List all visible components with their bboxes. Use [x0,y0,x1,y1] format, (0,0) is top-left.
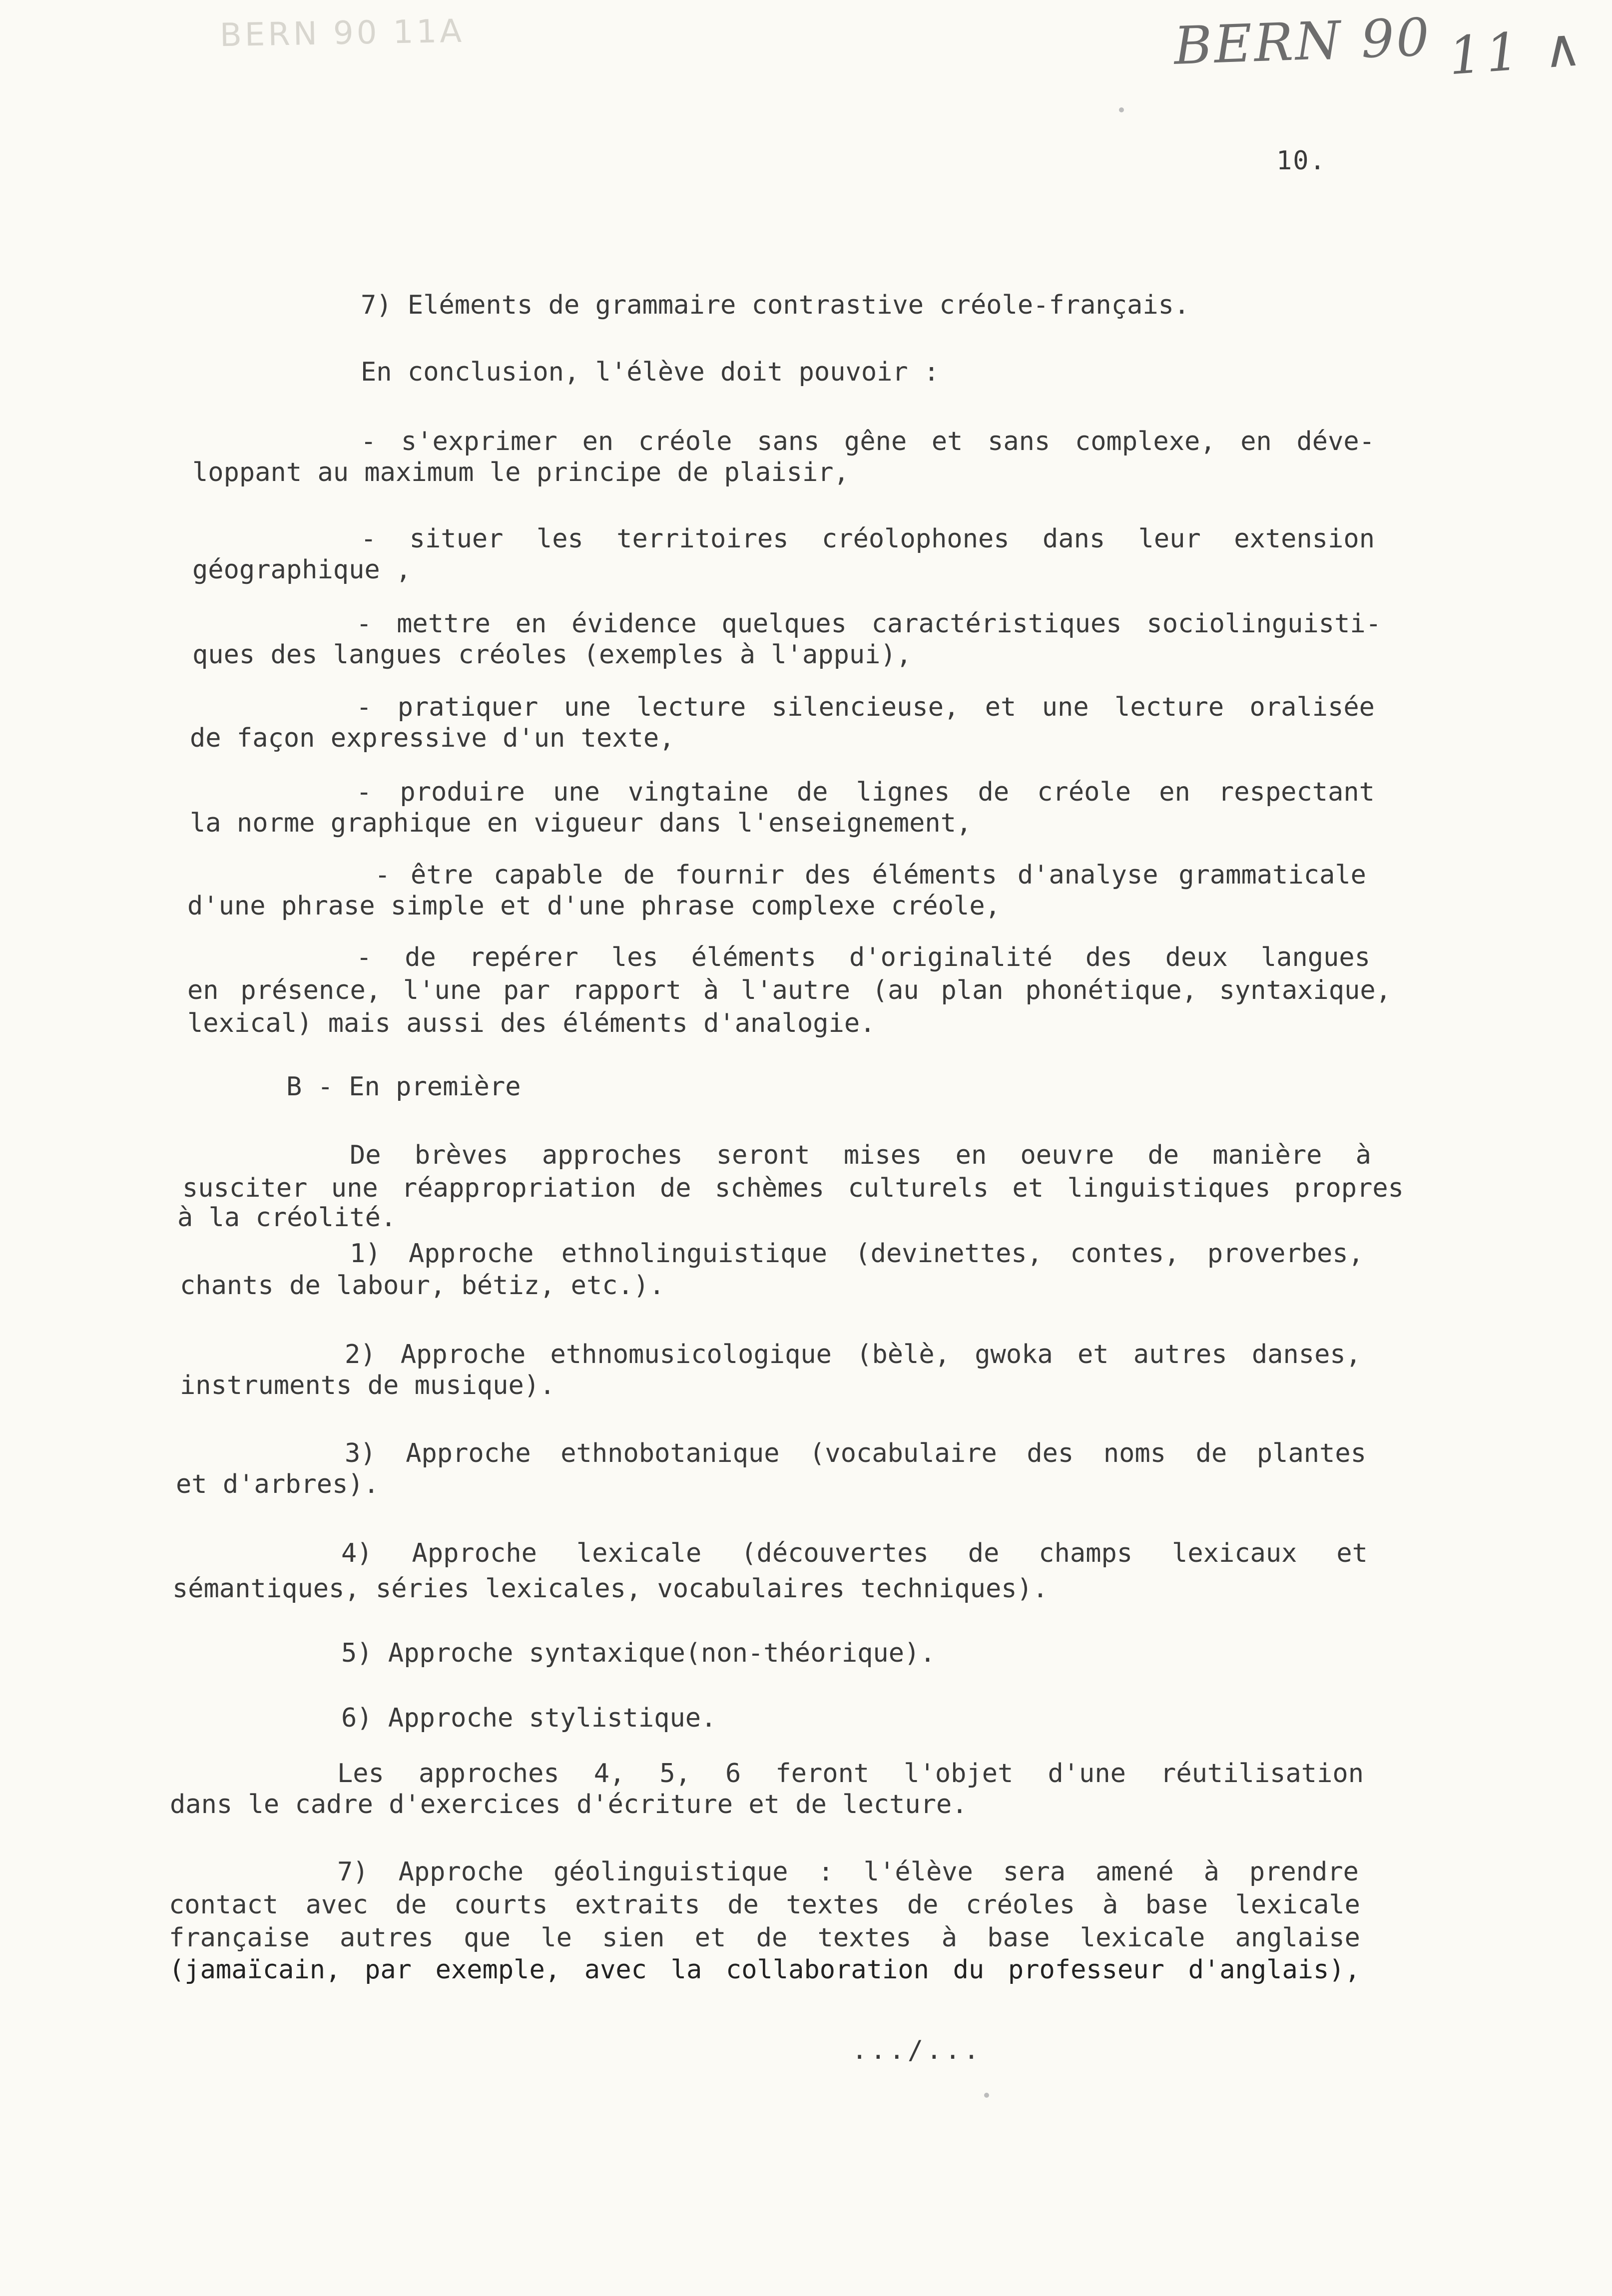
objective-7-line-2: en présence, l'une par rapport à l'autre (au plan phonétique, syntaxique, [187,975,1391,1005]
handwritten-sheet-number: 11 ∧ [1447,16,1588,87]
handwritten-reference: BERN 90 [1173,6,1433,76]
page-number: 10. [1276,146,1326,176]
objective-5-line-1: - produire une vingtaine de lignes de créole en respectant [356,777,1375,807]
ghost-stamp: BERN 90 11A [219,12,465,54]
approach-3-line-2: et d'arbres). [176,1469,379,1499]
objective-2-line-1: - situer les territoires créolophones dans leur extension [361,524,1375,554]
approach-1-line-2: chants de labour, bétiz, etc.). [180,1271,665,1301]
approach-2-line-2: instruments de musique). [180,1371,555,1400]
section-b-heading: B - En première [286,1072,521,1102]
approach-4-line-1: 4) Approche lexicale (découvertes de champs lexicaux et [341,1538,1368,1568]
objective-7-line-1: - de repérer les éléments d'originalité des deux langues [356,942,1370,972]
section-b-intro-line-1: De brèves approches seront mises en oeuvre de manière à [350,1140,1371,1170]
paper-speck [984,2093,989,2098]
paper-speck [1119,107,1124,112]
conclusion-intro: En conclusion, l'élève doit pouvoir : [361,357,940,387]
section-b-intro-line-2: susciter une réappropriation de schèmes culturels et linguistiques propres [182,1173,1404,1203]
objective-5-line-2: la norme graphique en vigueur dans l'enseignement, [190,808,972,838]
objective-2-line-2: géographique , [192,555,412,585]
reuse-note-line-1: Les approches 4, 5, 6 feront l'objet d'une réutilisation [337,1759,1364,1789]
objective-6-line-2: d'une phrase simple et d'une phrase complexe créole, [187,891,1001,921]
approach-5: 5) Approche syntaxique(non-théorique). [341,1638,936,1668]
approach-7-line-3: française autres que le sien et de textes à base lexicale anglaise [169,1923,1360,1953]
objective-3-line-1: - mettre en évidence quelques caractéristiques sociolinguisti- [356,609,1381,639]
objective-4-line-1: - pratiquer une lecture silencieuse, et une lecture oralisée [356,692,1375,722]
continuation-mark: .../... [852,2035,983,2065]
approach-7-line-2: contact avec de courts extraits de textes de créoles à base lexicale [169,1890,1360,1920]
approach-1-line-1: 1) Approche ethnolinguistique (devinettes, contes, proverbes, [350,1239,1364,1269]
item-7-heading: 7) Eléments de grammaire contrastive créole-français. [361,290,1190,320]
approach-7-line-1: 7) Approche géolinguistique : l'élève sera amené à prendre [337,1857,1359,1887]
objective-3-line-2: ques des langues créoles (exemples à l'appui), [192,640,912,670]
approach-2-line-1: 2) Approche ethnomusicologique (bèlè, gwoka et autres danses, [345,1340,1361,1370]
approach-3-line-1: 3) Approche ethnobotanique (vocabulaire des noms de plantes [345,1438,1366,1468]
objective-7-line-3: lexical) mais aussi des éléments d'analogie. [187,1008,876,1038]
objective-1-line-1: - s'exprimer en créole sans gêne et sans complexe, en déve- [361,427,1375,457]
objective-6-line-1: - être capable de fournir des éléments d'analyse grammaticale [375,860,1366,890]
approach-6: 6) Approche stylistique. [341,1703,717,1733]
objective-1-line-2: loppant au maximum le principe de plaisir, [192,458,849,487]
approach-4-line-2: sémantiques, séries lexicales, vocabulaires techniques). [172,1574,1049,1604]
approach-7-line-4: (jamaïcain, par exemple, avec la collaboration du professeur d'anglais), [169,1955,1360,1985]
section-b-intro-line-3: à la créolité. [177,1203,397,1233]
objective-4-line-2: de façon expressive d'un texte, [190,723,675,753]
reuse-note-line-2: dans le cadre d'exercices d'écriture et de lecture. [170,1790,968,1820]
